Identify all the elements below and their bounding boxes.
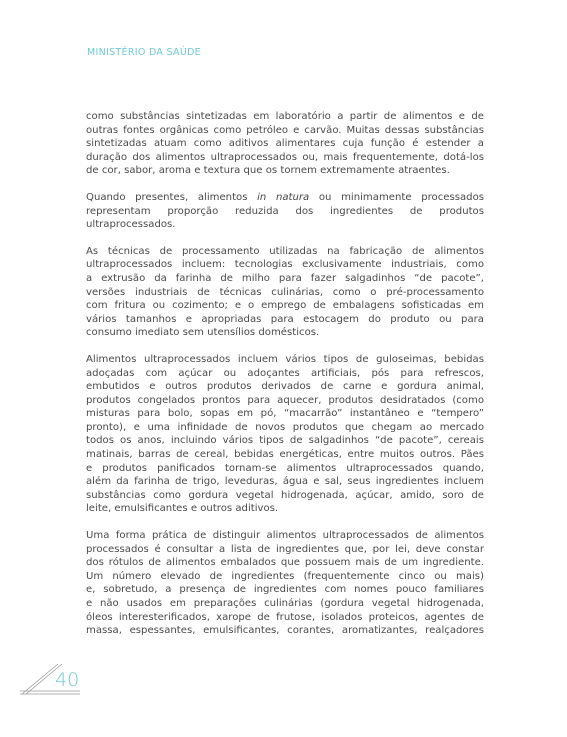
text-line: óleos interesterificados, xarope de frutose, isolados proteicos, agentes de <box>86 611 484 623</box>
text-line: ultraprocessados. <box>86 219 176 231</box>
page-number: 40 <box>55 669 80 691</box>
text-line: matinais, barras de cereal, bebidas energéticas, entre muitos outros. Pães <box>86 449 484 461</box>
text-line: sintetizadas atuam como aditivos alimentares cuja função é estender a <box>86 138 484 150</box>
text-line: As técnicas de processamento utilizadas na fabricação de alimentos <box>86 245 484 257</box>
text-line: e não usados em preparações culinárias (gordura vegetal hidrogenada, <box>86 598 484 609</box>
text-line: todos os anos, incluindo vários tipos de salgadinhos “de pacote”, cereais <box>86 435 484 447</box>
text-line: substâncias como gordura vegetal hidrogenada, açúcar, amido, soro de <box>86 489 484 501</box>
text-line: representam proporção reduzida dos ingredientes de produtos <box>86 205 484 217</box>
text-line: vários tamanhos e apropriadas para estocagem do produto ou para <box>86 313 484 325</box>
text-line: como substâncias sintetizadas em laboratório a partir de alimentos e de <box>86 111 484 122</box>
text-line: consumo imediato sem utensílios domésticos. <box>86 327 320 339</box>
paragraph-4 <box>86 353 484 516</box>
text-line: Um número elevado de ingredientes (frequentemente cinco ou mais) <box>86 570 484 582</box>
text-line: a extrusão da farinha de milho para fazer salgadinhos “de pacote”, <box>86 272 484 284</box>
text-line <box>86 191 484 205</box>
paragraph-5 <box>86 529 484 638</box>
paragraph-3 <box>86 245 484 340</box>
text-line: misturas para bolo, sopas em pó, “macarrão” instantâneo e “tempero” <box>86 408 484 420</box>
text-line: e, sobretudo, a presença de ingredientes com nomes pouco familiares <box>86 584 484 596</box>
paragraph-1 <box>86 110 484 178</box>
text-fragment: ou minimamente processados <box>309 191 485 203</box>
text-line: além da farinha de trigo, leveduras, água e sal, seus ingredientes incluem <box>86 476 484 488</box>
text-fragment: Quando presentes, alimentos <box>86 191 258 203</box>
text-line: embutidos e outros produtos derivados de carne e gordura animal, <box>86 381 484 393</box>
text-line: duração dos alimentos ultraprocessados ou, mais frequentemente, dotá-los <box>86 151 484 163</box>
text-line: Uma forma prática de distinguir alimentos ultraprocessados de alimentos <box>86 530 484 542</box>
text-line: de cor, sabor, aroma e textura que os tornem extremamente atraentes. <box>86 165 450 177</box>
text-line: processados é consultar a lista de ingredientes que, por lei, deve constar <box>86 543 484 555</box>
text-line: versões industriais de técnicas culinárias, como o pré-processamento <box>86 286 484 298</box>
paragraph-2 <box>86 191 484 232</box>
text-line: produtos congelados prontos para aquecer, produtos desidratados (como <box>86 394 484 406</box>
text-line: leite, emulsificantes e outros aditivos. <box>86 503 279 515</box>
text-line: ultraprocessados incluem: tecnologias exclusivamente industriais, como <box>86 259 484 271</box>
text-line: outras fontes orgânicas como petróleo e carvão. Muitas dessas substâncias <box>86 124 484 136</box>
page-footer <box>18 660 98 700</box>
text-line: e produtos panificados tornam-se alimentos ultraprocessados quando, <box>86 462 484 474</box>
text-line: massa, espessantes, emulsificantes, corantes, aromatizantes, realçadores <box>86 625 484 637</box>
italic-term: in natura <box>257 191 310 203</box>
text-line: dos rótulos de alimentos embalados que possuem mais de um ingrediente. <box>86 557 484 569</box>
text-line: pronto), e uma infinidade de novos produtos que chegam ao mercado <box>86 421 484 433</box>
text-line: com fritura ou cozimento; e o emprego de embalagens sofisticadas em <box>86 300 484 312</box>
running-header: MINISTÉRIO DA SAÚDE <box>87 47 201 58</box>
text-line: adoçadas com açúcar ou adoçantes artificiais, pós para refrescos, <box>86 367 484 379</box>
text-line: Alimentos ultraprocessados incluem vários tipos de guloseimas, bebidas <box>86 353 484 365</box>
body-text <box>86 110 484 651</box>
